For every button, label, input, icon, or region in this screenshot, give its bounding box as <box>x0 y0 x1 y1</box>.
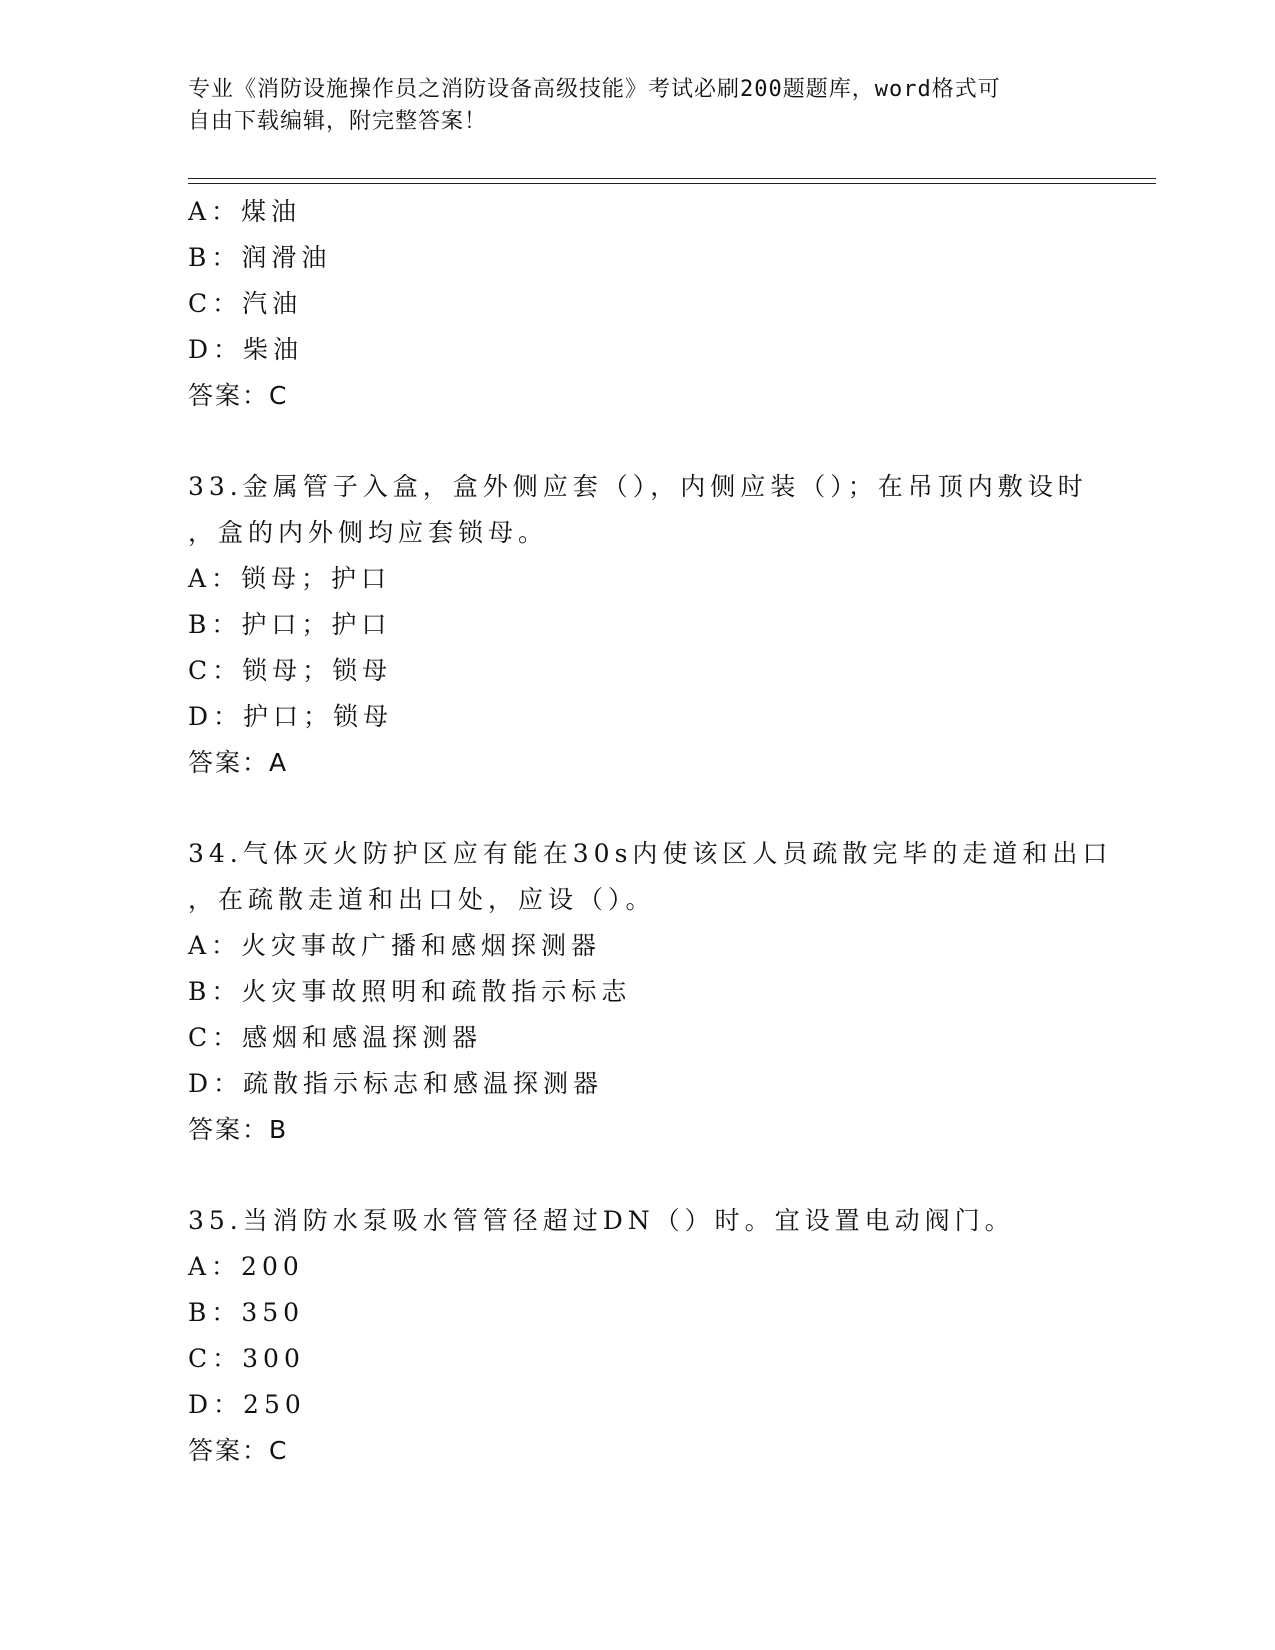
question-block-35 <box>188 1198 1088 1474</box>
question-title-line-2: ，在疏散走道和出口处，应设（）。 <box>188 885 656 914</box>
option-c: C：感烟和感温探测器 <box>188 1023 483 1052</box>
option-c: C：锁母；锁母 <box>188 656 393 685</box>
option-d: D：250 <box>188 1390 306 1419</box>
question-block-32 <box>188 189 1088 419</box>
option-c: C：汽油 <box>188 289 303 318</box>
header-divider-bottom <box>188 183 1156 184</box>
option-d: D：疏散指示标志和感温探测器 <box>188 1069 604 1098</box>
option-d: D：柴油 <box>188 335 304 364</box>
answer-line: 答案：B <box>188 1115 289 1144</box>
header-line-2: 自由下载编辑，附完整答案！ <box>188 109 488 134</box>
answer-line: 答案：A <box>188 748 289 777</box>
question-block-33 <box>188 464 1088 786</box>
answer-line: 答案：C <box>188 381 289 410</box>
question-title-line-1: 35.当消防水泵吸水管管径超过DN（）时。宜设置电动阀门。 <box>188 1206 1015 1235</box>
document-header <box>188 74 1068 138</box>
answer-line: 答案：C <box>188 1436 289 1465</box>
question-title-line-1: 34.气体灭火防护区应有能在30s内使该区人员疏散完毕的走道和出口 <box>188 839 1113 868</box>
option-a: A：锁母；护口 <box>188 564 392 593</box>
option-b: B：火灾事故照明和疏散指示标志 <box>188 977 632 1006</box>
option-a: A：煤油 <box>188 197 302 226</box>
question-title-line-2: ，盒的内外侧均应套锁母。 <box>188 518 549 547</box>
option-b: B：润滑油 <box>188 243 332 272</box>
option-a: A：火灾事故广播和感烟探测器 <box>188 931 602 960</box>
question-title-line-1: 33.金属管子入盒，盒外侧应套（），内侧应装（）；在吊顶内敷设时 <box>188 472 1088 501</box>
question-block-34 <box>188 831 1113 1153</box>
header-divider-top <box>188 178 1156 179</box>
option-b: B：护口；护口 <box>188 610 392 639</box>
option-a: A：200 <box>188 1252 304 1281</box>
header-line-1: 专业《消防设施操作员之消防设备高级技能》考试必刷200题题库，word格式可 <box>188 77 1001 102</box>
option-b: B：350 <box>188 1298 305 1327</box>
option-d: D：护口；锁母 <box>188 702 394 731</box>
question-list <box>188 189 1113 1474</box>
option-c: C：300 <box>188 1344 305 1373</box>
